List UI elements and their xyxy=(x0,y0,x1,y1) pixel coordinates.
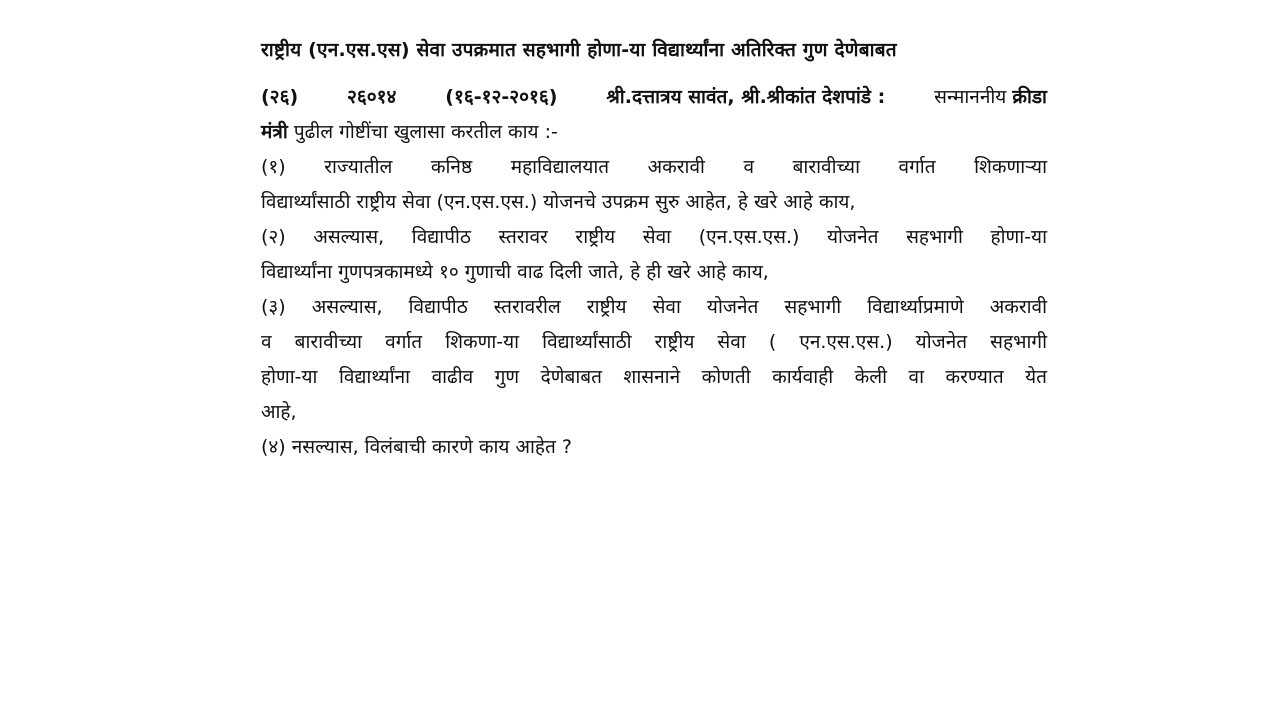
question-item-1 xyxy=(261,150,1047,220)
addressee-department: क्रीडा xyxy=(1012,86,1047,108)
item-1-line-1: (१) राज्यातील कनिष्ठ महाविद्यालयात अकरावी व बारावीच्या वर्गात शिकणाऱ्या xyxy=(261,156,1047,178)
item-3-line-4: आहे, xyxy=(261,401,297,423)
document xyxy=(261,30,1047,465)
addressee-minister: मंत्री xyxy=(261,121,288,143)
item-3-line-3: होणा-या विद्यार्थ्यांना वाढीव गुण देणेबाबत शासनाने कोणती कार्यवाही केली वा करण्यात येत xyxy=(261,366,1047,388)
question-askers: श्री.दत्तात्रय सावंत, श्री.श्रीकांत देशपांडे : xyxy=(606,86,886,108)
item-3-line-1: (३) असल्यास, विद्यापीठ स्तरावरील राष्ट्रीय सेवा योजनेत सहभागी विद्यार्थ्याप्रमाणे अकरावी xyxy=(261,296,1047,318)
document-title: राष्ट्रीय (एन.एस.एस) सेवा उपक्रमात सहभागी होणा-या विद्यार्थ्यांना अतिरिक्त गुण देणेबाबत xyxy=(261,39,897,61)
question-header-line-2 xyxy=(261,115,1047,150)
question-item-2 xyxy=(261,220,1047,290)
item-1-line-2: विद्यार्थ्यांसाठी राष्ट्रीय सेवा (एन.एस.एस.) योजनचे उपक्रम सुरु आहेत, हे खरे आहे काय, xyxy=(261,191,856,213)
question-id: २६०१४ xyxy=(347,86,397,108)
question-header xyxy=(261,80,1047,150)
addressee-prefix: सन्माननीय xyxy=(934,86,1007,108)
item-3-line-2: व बारावीच्या वर्गात शिकणा-या विद्यार्थ्यांसाठी राष्ट्रीय सेवा ( एन.एस.एस.) योजनेत सहभागी xyxy=(261,331,1047,353)
question-item-3 xyxy=(261,290,1047,430)
question-header-line-1 xyxy=(261,80,1047,115)
addressee-group xyxy=(934,80,1047,115)
item-2-line-1: (२) असल्यास, विद्यापीठ स्तरावर राष्ट्रीय सेवा (एन.एस.एस.) योजनेत सहभागी होणा-या xyxy=(261,226,1047,248)
question-date: (१६-१२-२०१६) xyxy=(445,86,558,108)
item-2-line-2: विद्यार्थ्यांना गुणपत्रकामध्ये १० गुणाची वाढ दिली जाते, हे ही खरे आहे काय, xyxy=(261,261,769,283)
question-number: (२६) xyxy=(261,86,299,108)
question-intro: पुढील गोष्टींचा खुलासा करतील काय :- xyxy=(293,121,558,143)
question-item-4 xyxy=(261,430,1047,465)
item-4-line-1: (४) नसल्यास, विलंबाची कारणे काय आहेत ? xyxy=(261,436,572,458)
